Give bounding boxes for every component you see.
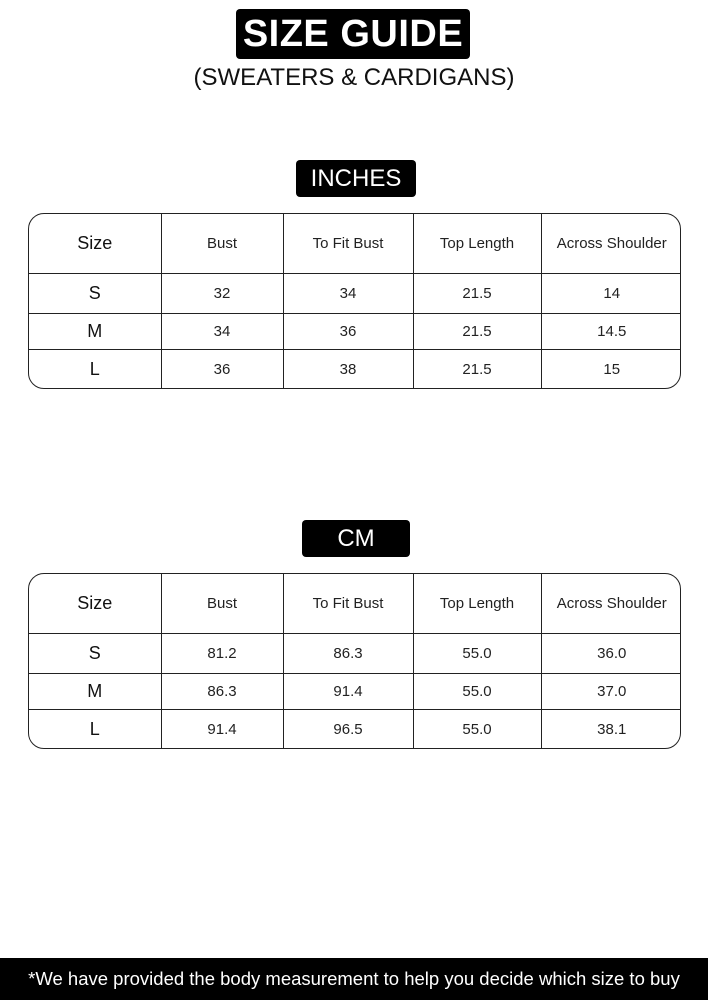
size-cell: S xyxy=(29,273,161,313)
to-fit-bust-cell: 91.4 xyxy=(283,673,413,709)
column-header-top-length: Top Length xyxy=(413,214,541,273)
top-length-cell: 55.0 xyxy=(413,633,541,673)
column-header-to-fit-bust: To Fit Bust xyxy=(283,574,413,633)
measurement-disclaimer: *We have provided the body measurement to help you decide which size to buy xyxy=(0,958,708,1000)
column-header-across-shoulder: Across Shoulder xyxy=(541,574,681,633)
table-header-row xyxy=(29,214,681,273)
size-guide-title: SIZE GUIDE xyxy=(236,9,470,59)
column-header-size: Size xyxy=(29,214,161,273)
size-cell: M xyxy=(29,673,161,709)
size-cell: L xyxy=(29,349,161,389)
cm-section-label: CM xyxy=(302,520,410,557)
bust-cell: 36 xyxy=(161,349,283,389)
column-header-across-shoulder: Across Shoulder xyxy=(541,214,681,273)
to-fit-bust-cell: 38 xyxy=(283,349,413,389)
top-length-cell: 55.0 xyxy=(413,673,541,709)
column-header-size: Size xyxy=(29,574,161,633)
across-shoulder-cell: 15 xyxy=(541,349,681,389)
page-subtitle: (SWEATERS & CARDIGANS) xyxy=(193,64,515,91)
across-shoulder-cell: 14 xyxy=(541,273,681,313)
to-fit-bust-cell: 36 xyxy=(283,313,413,349)
table-row xyxy=(29,349,681,389)
top-length-cell: 21.5 xyxy=(413,313,541,349)
to-fit-bust-cell: 96.5 xyxy=(283,709,413,749)
to-fit-bust-cell: 34 xyxy=(283,273,413,313)
inches-section-label: INCHES xyxy=(296,160,416,197)
column-header-to-fit-bust: To Fit Bust xyxy=(283,214,413,273)
size-cell: S xyxy=(29,633,161,673)
column-header-bust: Bust xyxy=(161,574,283,633)
cm-size-table xyxy=(28,573,681,749)
table-header-row xyxy=(29,574,681,633)
inches-size-table xyxy=(28,213,681,389)
across-shoulder-cell: 14.5 xyxy=(541,313,681,349)
table-row xyxy=(29,273,681,313)
table-row xyxy=(29,313,681,349)
table-row xyxy=(29,673,681,709)
across-shoulder-cell: 38.1 xyxy=(541,709,681,749)
column-header-top-length: Top Length xyxy=(413,574,541,633)
top-length-cell: 21.5 xyxy=(413,273,541,313)
table-row xyxy=(29,709,681,749)
bust-cell: 34 xyxy=(161,313,283,349)
bust-cell: 81.2 xyxy=(161,633,283,673)
bust-cell: 91.4 xyxy=(161,709,283,749)
size-cell: L xyxy=(29,709,161,749)
bust-cell: 86.3 xyxy=(161,673,283,709)
table-row xyxy=(29,633,681,673)
across-shoulder-cell: 36.0 xyxy=(541,633,681,673)
across-shoulder-cell: 37.0 xyxy=(541,673,681,709)
top-length-cell: 21.5 xyxy=(413,349,541,389)
column-header-bust: Bust xyxy=(161,214,283,273)
top-length-cell: 55.0 xyxy=(413,709,541,749)
to-fit-bust-cell: 86.3 xyxy=(283,633,413,673)
bust-cell: 32 xyxy=(161,273,283,313)
size-cell: M xyxy=(29,313,161,349)
